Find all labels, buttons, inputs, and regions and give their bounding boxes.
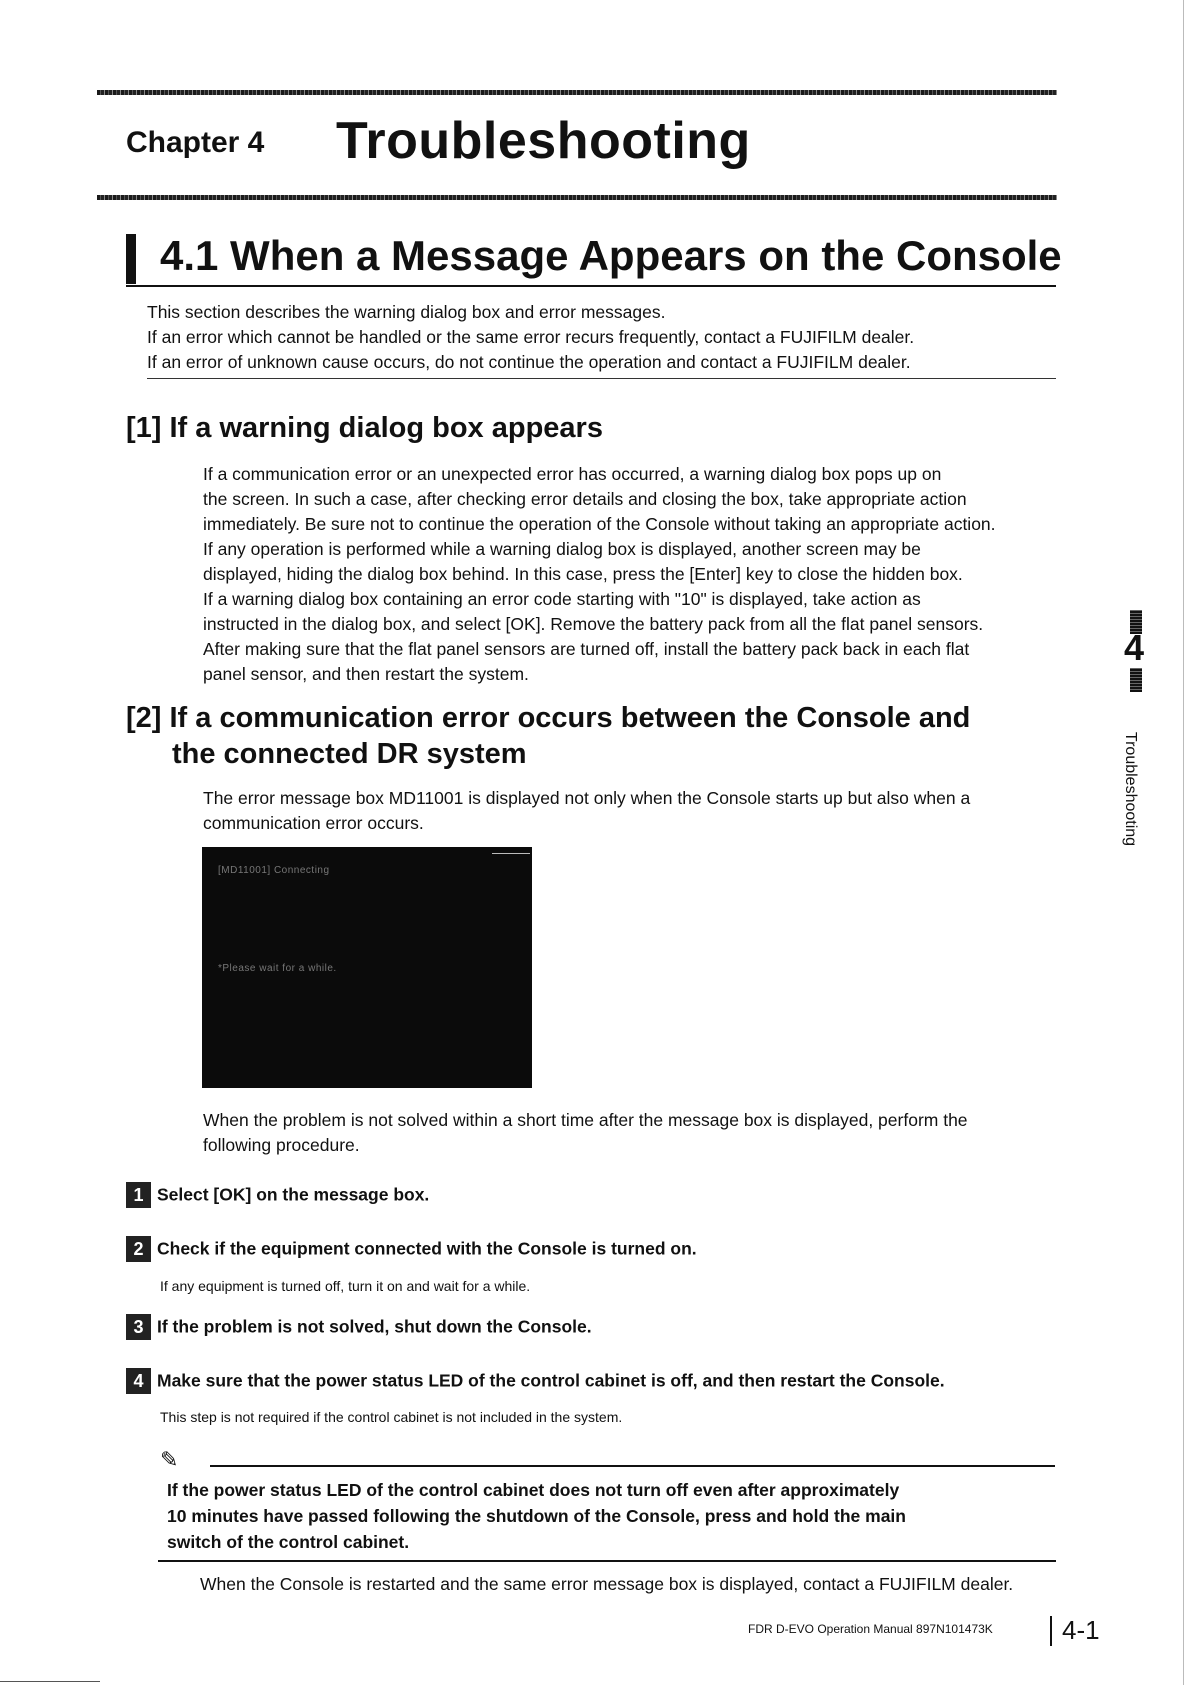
chapter-title: Troubleshooting <box>336 112 751 170</box>
chapter-top-bar <box>97 90 1057 95</box>
step-1 <box>126 1182 429 1208</box>
section-marker <box>126 234 136 284</box>
intro-line: If an error of unknown cause occurs, do not continue the operation and contact a FUJIFILM dealer. <box>147 352 911 372</box>
footer-separator <box>1050 1616 1052 1646</box>
chapter-bottom-bar <box>97 195 1057 200</box>
body-line: If any operation is performed while a warning dialog box is displayed, another screen may be <box>203 539 921 559</box>
body-line: immediately. Be sure not to continue the operation of the Console without taking an appropriate action. <box>203 514 996 534</box>
step-number-badge: 4 <box>126 1368 151 1394</box>
subsection-2-heading-line2: the connected DR system <box>172 738 527 770</box>
subsection-1-heading: [1] If a warning dialog box appears <box>126 412 603 444</box>
body-line: If a warning dialog box containing an error code starting with "10" is displayed, take action as <box>203 589 921 609</box>
body-line: following procedure. <box>203 1135 360 1155</box>
intro-rule <box>147 378 1056 379</box>
memo-line: 10 minutes have passed following the shutdown of the Console, press and hold the main <box>167 1506 906 1526</box>
body-line: instructed in the dialog box, and select [OK]. Remove the battery pack from all the flat panel sensors. <box>203 614 984 634</box>
body-line: The error message box MD11001 is displayed not only when the Console starts up but also when a <box>203 788 971 808</box>
step-number-badge: 2 <box>126 1236 151 1262</box>
footer-page-number: 4-1 <box>1062 1615 1100 1645</box>
memo-bottom-rule <box>158 1560 1056 1562</box>
subsection-1-body <box>203 462 996 687</box>
final-instruction: When the Console is restarted and the same error message box is displayed, contact a FUJIFILM dealer. <box>200 1574 1014 1594</box>
section-heading: 4.1 When a Message Appears on the Console <box>160 232 1062 279</box>
console-message-screenshot <box>202 847 532 1088</box>
after-screenshot-text <box>203 1108 968 1158</box>
intro-line: This section describes the warning dialog box and error messages. <box>147 302 666 322</box>
step-text: Check if the equipment connected with the Console is turned on. <box>157 1238 697 1259</box>
memo-line: If the power status LED of the control cabinet does not turn off even after approximately <box>167 1480 900 1500</box>
intro-line: If an error which cannot be handled or the same error recurs frequently, contact a FUJIFILM dealer. <box>147 327 915 347</box>
step-number-badge: 1 <box>126 1182 151 1208</box>
subsection-2-heading-line1: [2] If a communication error occurs between the Console and <box>126 702 971 734</box>
page-bottom-line <box>0 1681 100 1682</box>
subsection-2-heading <box>126 700 970 772</box>
step-4 <box>126 1368 945 1394</box>
step-number-badge: 3 <box>126 1314 151 1340</box>
step-text: Select [OK] on the message box. <box>157 1184 430 1205</box>
console-box-title: [MD11001] Connecting <box>218 865 330 876</box>
page-edge-line <box>1183 0 1184 1685</box>
step-text: If the problem is not solved, shut down the Console. <box>157 1316 592 1337</box>
body-line: communication error occurs. <box>203 813 424 833</box>
side-tab-label: Troubleshooting <box>1122 731 1139 847</box>
step-2 <box>126 1236 697 1262</box>
step-3 <box>126 1314 592 1340</box>
memo-pencil-icon: ✎ <box>160 1447 179 1472</box>
body-line: After making sure that the flat panel sensors are turned off, install the battery pack back in each flat <box>203 639 970 659</box>
console-box-message: *Please wait for a while. <box>218 963 337 974</box>
intro-text <box>147 300 914 375</box>
body-line: panel sensor, and then restart the system. <box>203 664 529 684</box>
step-text: Make sure that the power status LED of the control cabinet is off, and then restart the Console. <box>157 1370 945 1391</box>
step-2-note: If any equipment is turned off, turn it on and wait for a while. <box>160 1278 531 1294</box>
body-line: displayed, hiding the dialog box behind. In this case, press the [Enter] key to close the hidden box. <box>203 564 963 584</box>
chapter-label: Chapter 4 <box>126 126 265 159</box>
side-tab-bar-bottom <box>1130 668 1142 692</box>
console-box-rule <box>492 853 530 854</box>
body-line: When the problem is not solved within a short time after the message box is displayed, perform the <box>203 1110 968 1130</box>
subsection-2-body <box>203 786 970 836</box>
memo-text <box>167 1477 906 1555</box>
memo-top-rule <box>210 1465 1055 1467</box>
body-line: If a communication error or an unexpected error has occurred, a warning dialog box pops up on <box>203 464 942 484</box>
memo-line: switch of the control cabinet. <box>167 1532 410 1552</box>
section-rule <box>126 285 1056 287</box>
side-tab-chapter-number: 4 <box>1124 627 1145 668</box>
footer-manual-id: FDR D-EVO Operation Manual 897N101473K <box>748 1622 993 1636</box>
body-line: the screen. In such a case, after checking error details and closing the box, take appropriate action <box>203 489 967 509</box>
step-4-note: This step is not required if the control cabinet is not included in the system. <box>160 1409 623 1425</box>
